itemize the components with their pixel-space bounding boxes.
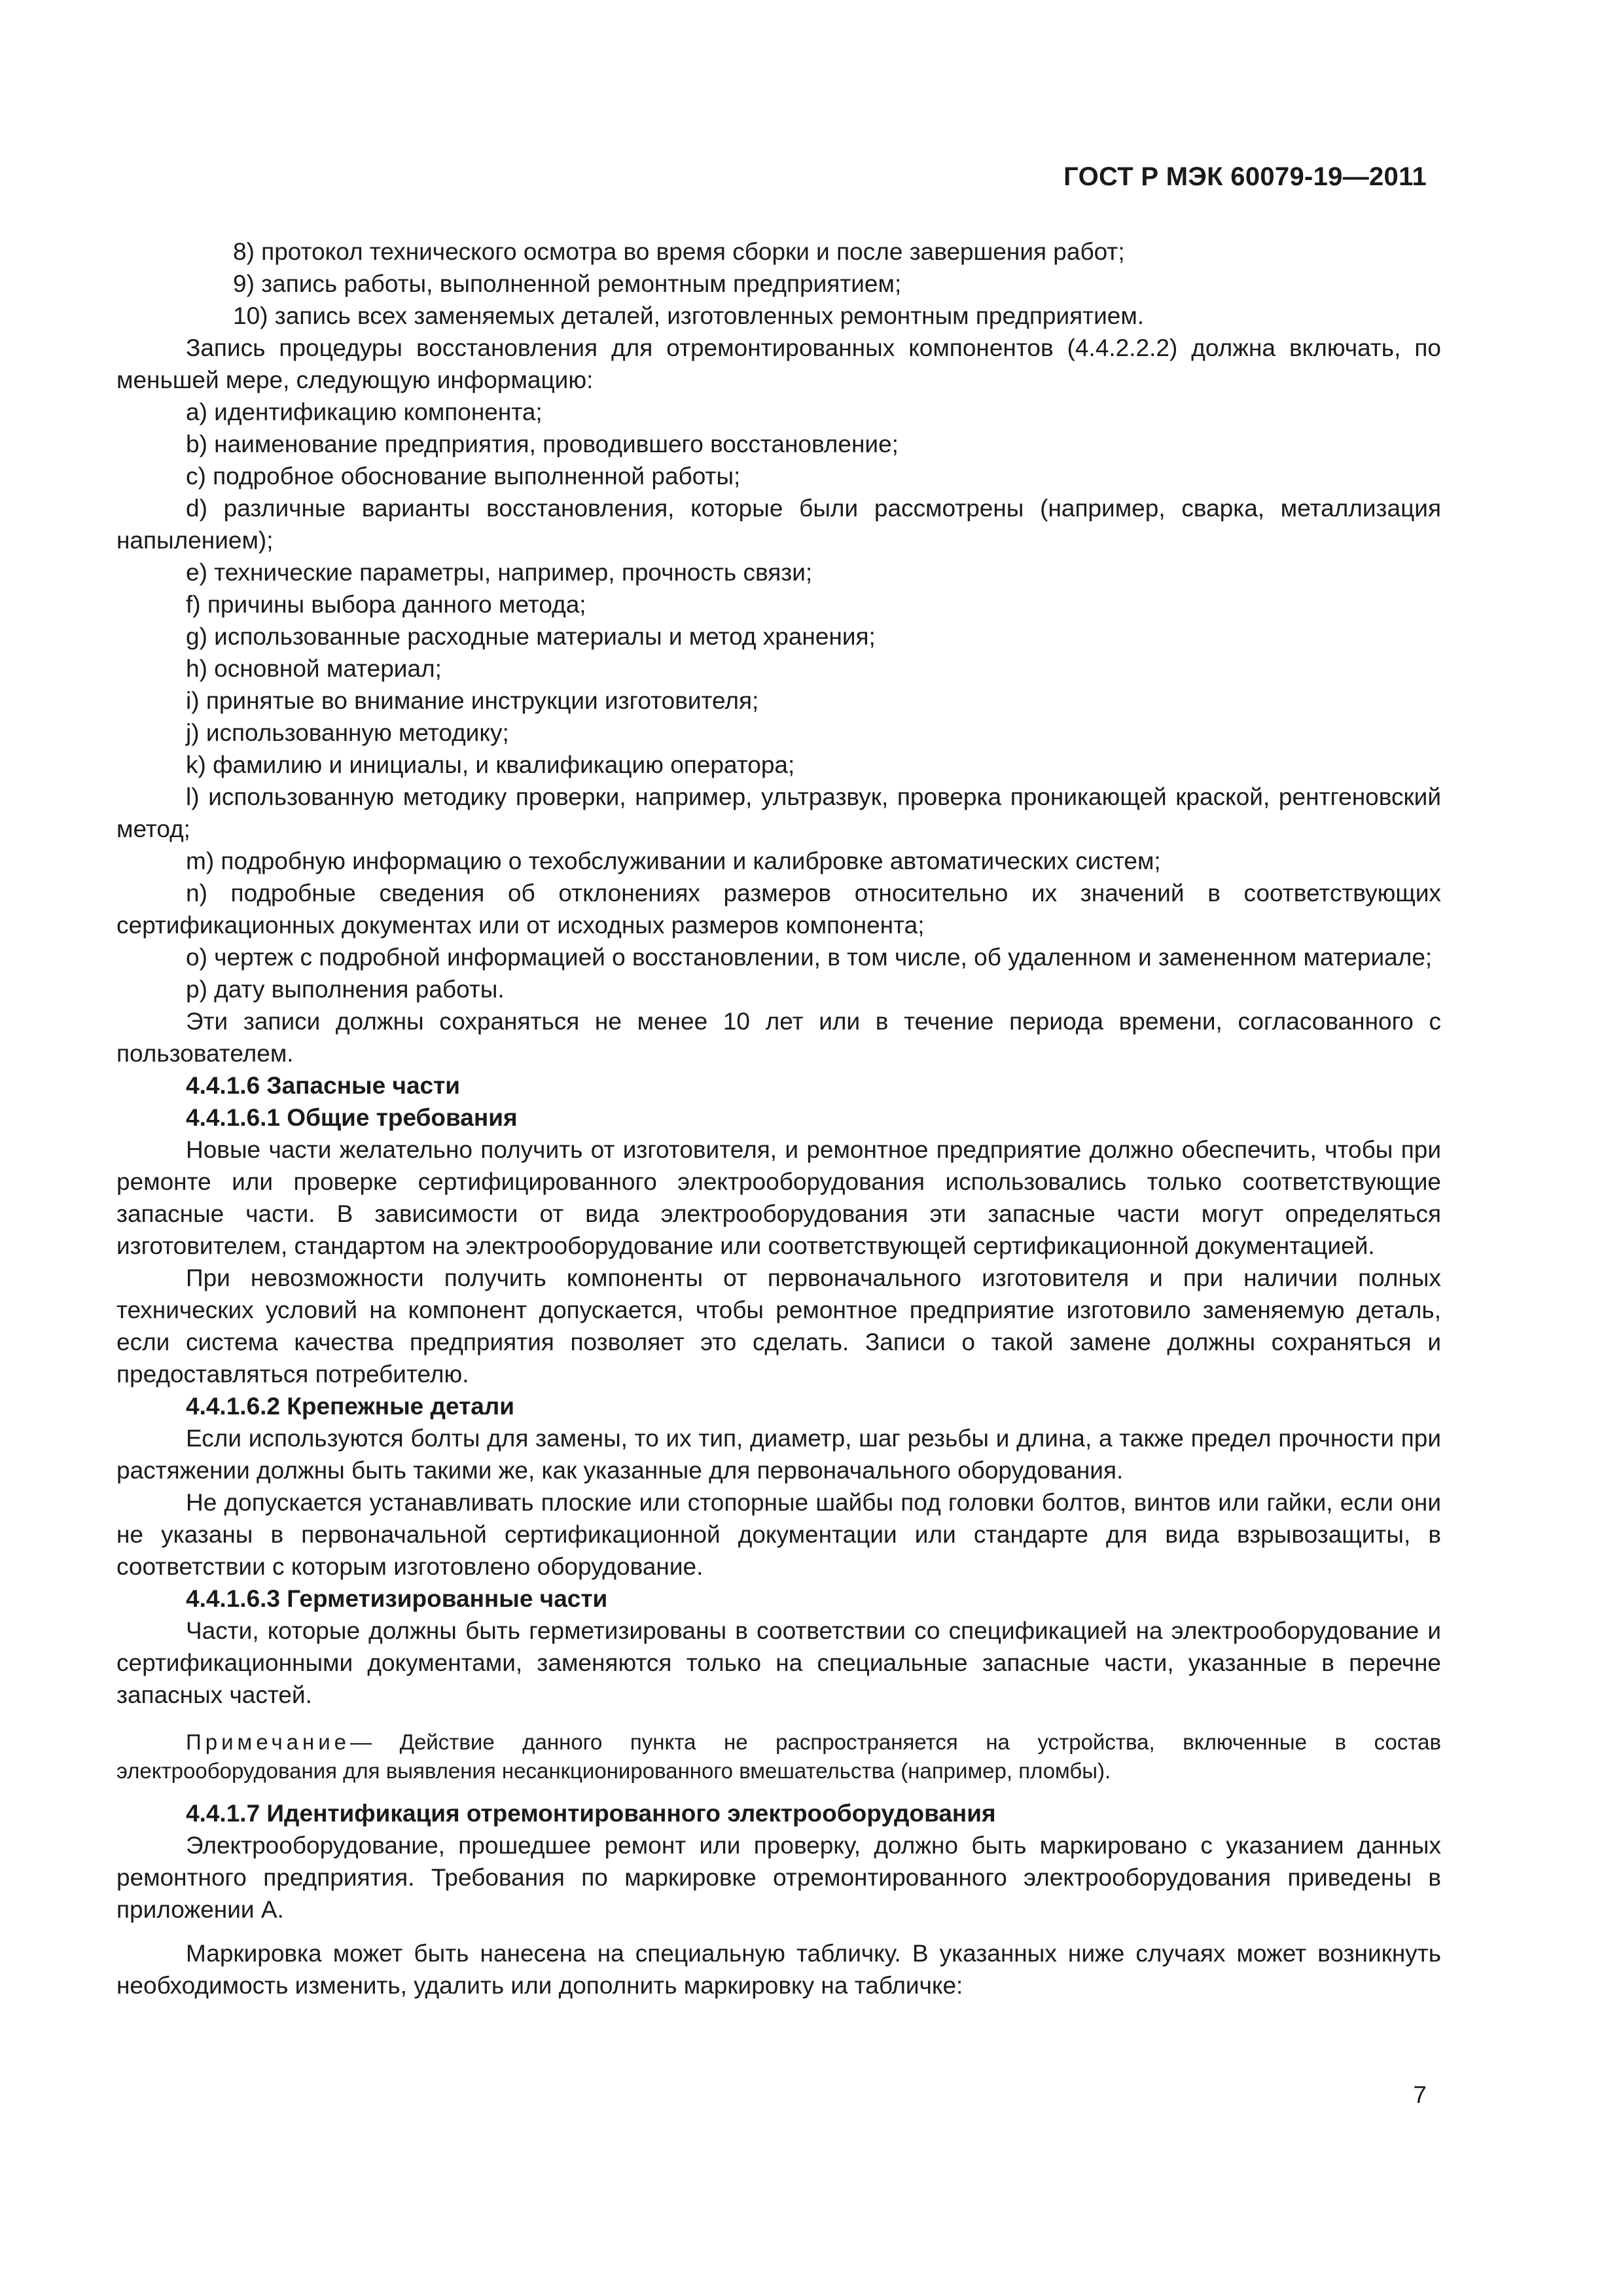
section-heading-44161: 4.4.1.6.1 Общие требования (186, 1104, 518, 1131)
list-item: o) чертеж с подробной информацией о восстановлении, в том числе, об удаленном и замененном материале; (186, 944, 1433, 971)
list-item: k) фамилию и инициалы, и квалификацию оператора; (186, 751, 795, 778)
document-code-header: ГОСТ Р МЭК 60079-19—2011 (1063, 162, 1427, 191)
list-item: h) основной материал; (186, 655, 442, 682)
list-item: f) причины выбора данного метода; (186, 591, 586, 618)
list-item: i) принятые во внимание инструкции изготовителя; (186, 687, 759, 714)
paragraph: Не допускается устанавливать плоские или стопорные шайбы под головки болтов, винтов или гайки, если они не указаны в первоначальной сертификационной документации или стандарте для вида взрывозащиты, в соответствии с которым изготовлено оборудование. (116, 1489, 1441, 1580)
note-paragraph (116, 1728, 1441, 1785)
section-heading-4417: 4.4.1.7 Идентификация отремонтированного электрооборудования (186, 1800, 996, 1827)
list-item: а) идентификацию компонента; (186, 399, 543, 425)
section-heading-4416: 4.4.1.6 Запасные части (186, 1072, 460, 1099)
records-paragraph: Эти записи должны сохраняться не менее 10 лет или в течение периода времени, согласованного с пользователем. (116, 1008, 1441, 1067)
paragraph: Новые части желательно получить от изготовителя, и ремонтное предприятие должно обеспечить, чтобы при ремонте или проверке сертифицированного электрооборудования использовались только соответствующие запасные части. В зависимости от вида электрооборудования эти запасные части могут определяться изготовителем, стандартом на электрооборудование или соответствующей сертификационной документацией. (116, 1136, 1441, 1259)
paragraph: Части, которые должны быть герметизированы в соответствии со спецификацией на электрооборудование и сертификационными документами, заменяются только на специальные запасные части, указанные в перечне запасных частей. (116, 1617, 1441, 1708)
list-item: j) использованную методику; (186, 719, 509, 746)
list-item: c) подробное обоснование выполненной работы; (186, 463, 741, 490)
list-item: e) технические параметры, например, прочность связи; (186, 559, 813, 586)
list-item: p) дату выполнения работы. (186, 976, 505, 1003)
page-number: 7 (1413, 2081, 1427, 2108)
list-item: d) различные варианты восстановления, которые были рассмотрены (например, сварка, металлизация напылением); (116, 495, 1441, 554)
list-item: 8) протокол технического осмотра во время сборки и после завершения работ; (233, 238, 1125, 265)
page-content (116, 236, 1441, 2001)
paragraph: Если используются болты для замены, то их тип, диаметр, шаг резьбы и длина, а также предел прочности при растяжении должны быть такими же, как указанные для первоначального оборудования. (116, 1425, 1441, 1484)
list-item: 9) запись работы, выполненной ремонтным предприятием; (233, 270, 902, 297)
list-item: n) подробные сведения об отклонениях размеров относительно их значений в соответствующих сертификационных документах или от исходных размеров компонента; (116, 880, 1441, 939)
note-label: Примечание (186, 1730, 351, 1754)
list-item: b) наименование предприятия, проводившего восстановление; (186, 431, 899, 457)
intro-paragraph: Запись процедуры восстановления для отремонтированных компонентов (4.4.2.2.2) должна включать, по меньшей мере, следующую информацию: (116, 334, 1441, 393)
note-text: — Действие данного пункта не распространяется на устройства, включенные в состав электрооборудования для выявления несанкционированного вмешательства (например, пломбы). (116, 1730, 1441, 1783)
paragraph: При невозможности получить компоненты от первоначального изготовителя и при наличии полных технических условий на компонент допускается, чтобы ремонтное предприятие изготовило заменяемую деталь, если система качества предприятия позволяет это сделать. Записи о такой замене должны сохраняться и предоставляться потребителю. (116, 1265, 1441, 1388)
paragraph: Маркировка может быть нанесена на специальную табличку. В указанных ниже случаях может возникнуть необходимость изменить, удалить или дополнить маркировку на табличке: (116, 1940, 1441, 1999)
section-heading-44163: 4.4.1.6.3 Герметизированные части (186, 1585, 608, 1612)
list-item: g) использованные расходные материалы и метод хранения; (186, 623, 876, 650)
list-item: l) использованную методику проверки, например, ультразвук, проверка проникающей краской, рентгеновский метод; (116, 783, 1441, 842)
section-heading-44162: 4.4.1.6.2 Крепежные детали (186, 1393, 515, 1420)
list-item: 10) запись всех заменяемых деталей, изготовленных ремонтным предприятием. (233, 302, 1145, 329)
list-item: m) подробную информацию о техобслуживании и калибровке автоматических систем; (186, 848, 1161, 874)
paragraph: Электрооборудование, прошедшее ремонт или проверку, должно быть маркировано с указанием данных ремонтного предприятия. Требования по маркировке отремонтированного электрооборудования приведены в приложении А. (116, 1832, 1441, 1923)
